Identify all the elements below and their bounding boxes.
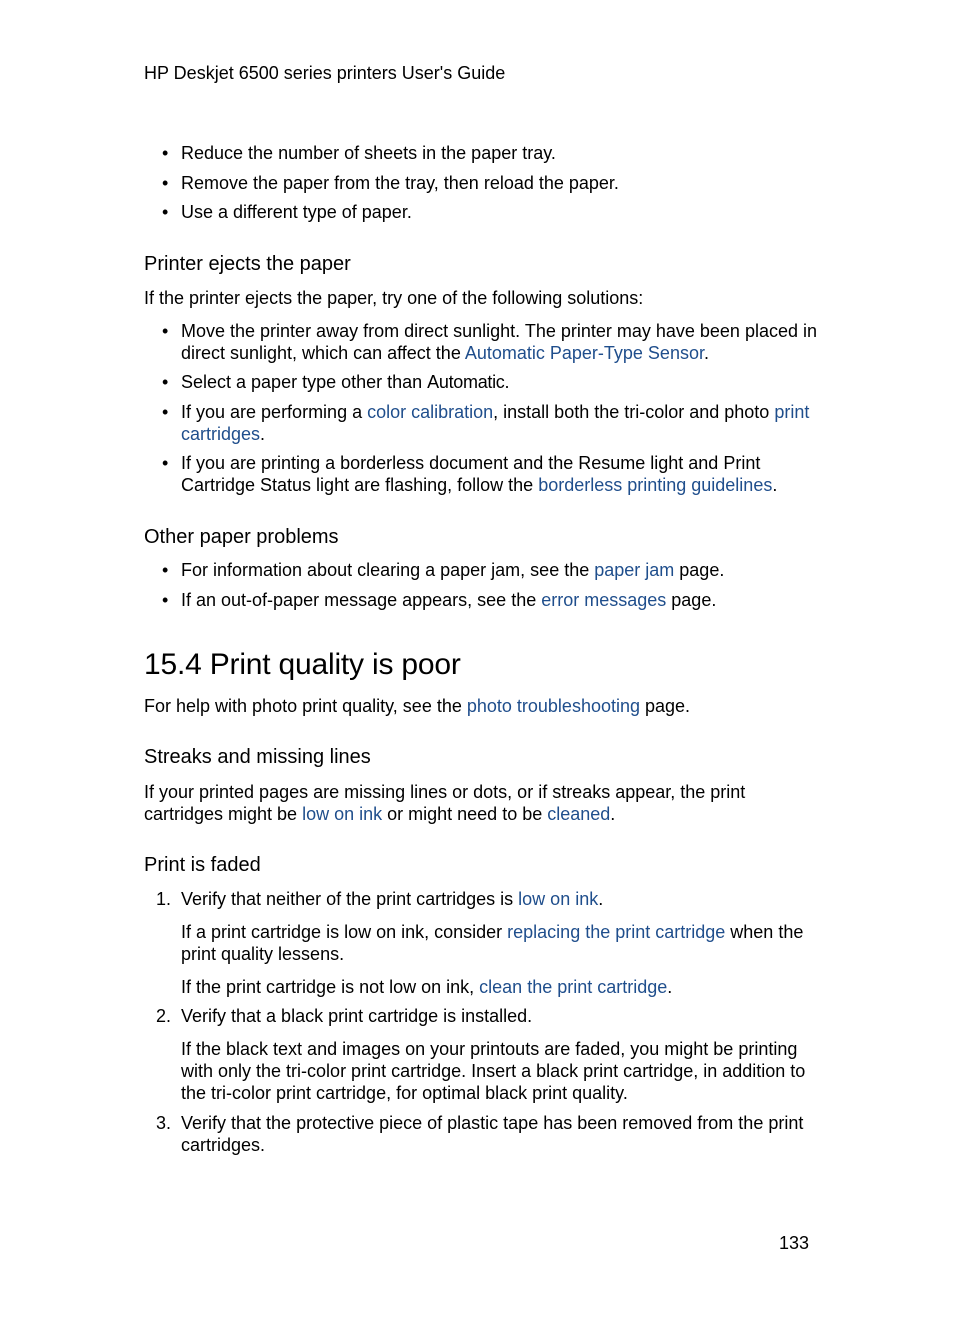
step-paragraph: If the print cartridge is not low on ink, clean the print cartridge. xyxy=(181,977,673,997)
section-intro: For help with photo print quality, see the photo troubleshooting page. xyxy=(144,696,691,716)
link-print-cartridges[interactable]: print cartridges xyxy=(181,402,810,444)
step-paragraph: If a print cartridge is low on ink, consider replacing the print cartridge when the print quality lessens. xyxy=(181,922,804,964)
page-number: 133 xyxy=(779,1233,810,1253)
bullet-marker: • xyxy=(162,202,169,222)
list-item: Reduce the number of sheets in the paper tray. xyxy=(181,143,556,163)
list-item: If you are performing a color calibration, install both the tri-color and photo print cartridges. xyxy=(181,402,810,444)
section-title: 15.4 Print quality is poor xyxy=(144,648,461,681)
list-item: For information about clearing a paper jam, see the paper jam page. xyxy=(181,560,725,580)
step-number: 3. xyxy=(156,1113,172,1133)
link-low-on-ink[interactable]: low on ink xyxy=(302,804,383,824)
list-item: If you are printing a borderless document and the Resume light and Print Cartridge Status light are flashing, follow the borderless printing guidelines. xyxy=(181,453,778,495)
step-number: 1. xyxy=(156,889,172,909)
link-color-calibration[interactable]: color calibration xyxy=(367,402,494,422)
step-paragraph: If the black text and images on your printouts are faded, you might be printing with only the tri-color print cartridge. Insert a black print cartridge, in addition to the tri-color print cartridge, for optimal black print quality. xyxy=(181,1039,806,1103)
list-item: Remove the paper from the tray, then reload the paper. xyxy=(181,173,619,193)
list-item: Move the printer away from direct sunlight. The printer may have been placed in direct sunlight, which can affect the Automatic Paper-Type Sensor. xyxy=(181,321,817,363)
list-item: Select a paper type other than Automatic. xyxy=(181,372,510,392)
bullet-marker: • xyxy=(162,372,169,392)
running-header: HP Deskjet 6500 series printers User's Guide xyxy=(144,63,506,83)
link-paper-jam[interactable]: paper jam xyxy=(594,560,675,580)
bullet-marker: • xyxy=(162,453,169,473)
bullet-marker: • xyxy=(162,590,169,610)
ui-term-automatic: Automatic xyxy=(427,372,505,392)
bullet-marker: • xyxy=(162,560,169,580)
step-text: Verify that neither of the print cartridges is low on ink. xyxy=(181,889,604,909)
step-text: Verify that a black print cartridge is installed. xyxy=(181,1006,533,1026)
link-error-messages[interactable]: error messages xyxy=(541,590,667,610)
list-item: If an out-of-paper message appears, see the error messages page. xyxy=(181,590,717,610)
bullet-marker: • xyxy=(162,173,169,193)
bullet-marker: • xyxy=(162,402,169,422)
link-cleaned[interactable]: cleaned xyxy=(547,804,611,824)
streaks-paragraph: If your printed pages are missing lines or dots, or if streaks appear, the print cartridges might be low on ink or might need to be cleaned. xyxy=(144,782,746,824)
link-replacing-print-cartridge[interactable]: replacing the print cartridge xyxy=(507,922,726,942)
ejects-intro: If the printer ejects the paper, try one of the following solutions: xyxy=(144,288,644,308)
list-item: Use a different type of paper. xyxy=(181,202,412,222)
link-photo-troubleshooting[interactable]: photo troubleshooting xyxy=(466,696,640,716)
link-low-on-ink[interactable]: low on ink xyxy=(518,889,599,909)
subheading-faded: Print is faded xyxy=(144,854,261,876)
bullet-marker: • xyxy=(162,321,169,341)
bullet-marker: • xyxy=(162,143,169,163)
link-clean-print-cartridge[interactable]: clean the print cartridge xyxy=(479,977,668,997)
link-borderless-printing-guidelines[interactable]: borderless printing guidelines xyxy=(538,475,773,495)
subheading-other: Other paper problems xyxy=(144,526,339,548)
step-number: 2. xyxy=(156,1006,172,1026)
link-automatic-paper-type-sensor[interactable]: Automatic Paper-Type Sensor xyxy=(464,343,704,363)
subheading-ejects: Printer ejects the paper xyxy=(144,253,351,275)
subheading-streaks: Streaks and missing lines xyxy=(144,746,371,768)
step-text: Verify that the protective piece of plastic tape has been removed from the print cartridges. xyxy=(181,1113,804,1155)
